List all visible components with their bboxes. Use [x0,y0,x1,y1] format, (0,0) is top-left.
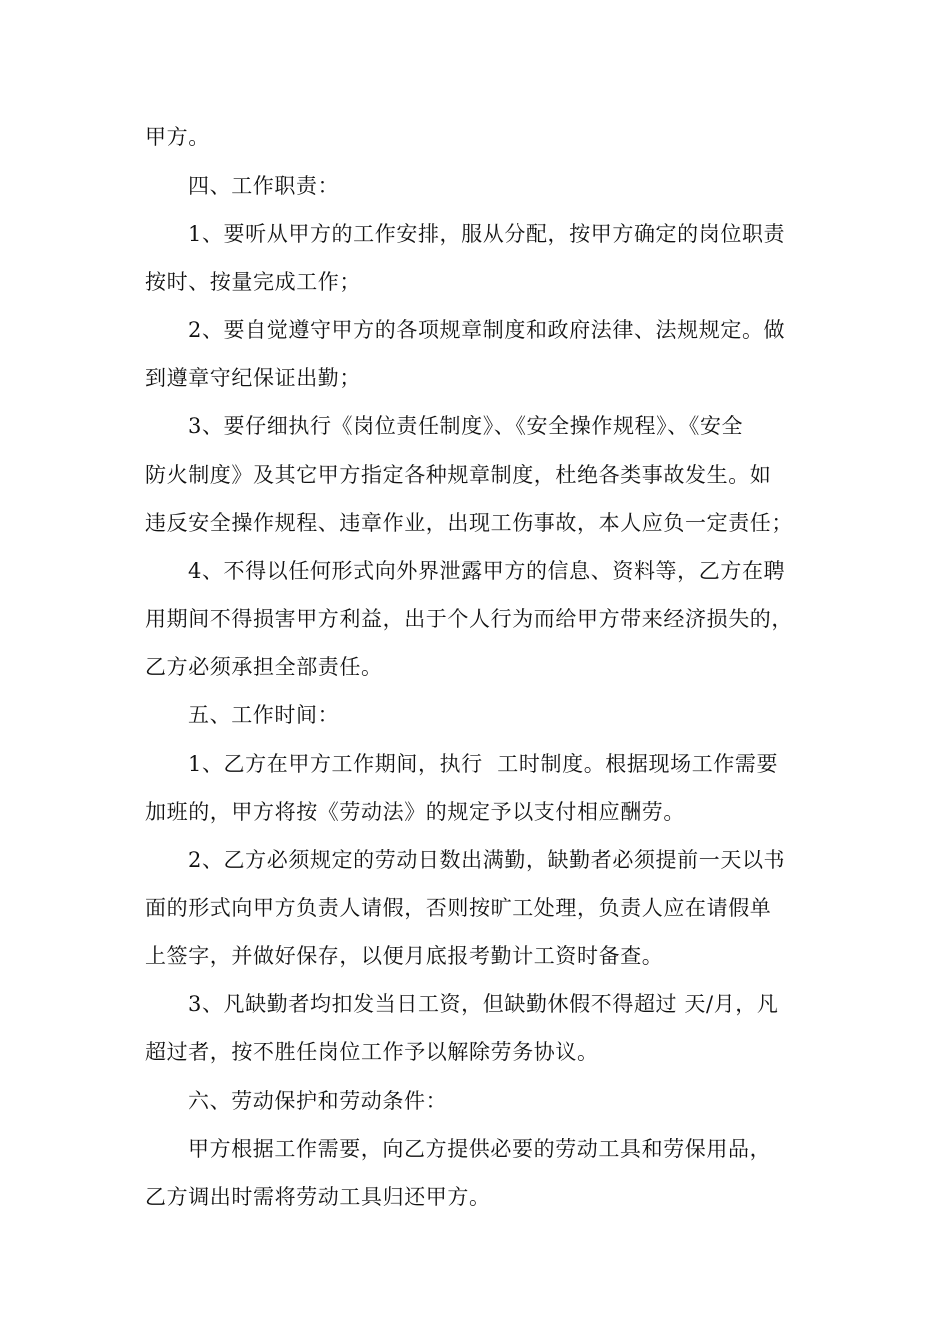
section-heading-work-duties: 四、工作职责： [188,174,340,198]
text-line-3: 1、要听从甲方的工作安排，服从分配，按甲方确定的岗位职责 [188,222,786,246]
text-line-9: 违反安全操作规程、违章作业，出现工伤事故，本人应负一定责任； [145,511,793,535]
text-line-17: 面的形式向甲方负责人请假，否则按旷工处理，负责人应在请假单 [145,896,772,920]
text-line-1: 甲方。 [145,125,210,149]
text-line-11: 用期间不得损害甲方利益，出于个人行为而给甲方带来经济损失的， [145,607,793,631]
text-line-8: 防火制度》及其它甲方指定各种规章制度，杜绝各类事故发生。如 [145,463,772,487]
text-line-20: 超过者，按不胜任岗位工作予以解除劳务协议。 [145,1040,599,1064]
text-line-14: 1、乙方在甲方工作期间，执行 工时制度。根据现场工作需要 [188,752,779,776]
text-line-16: 2、乙方必须规定的劳动日数出满勤，缺勤者必须提前一天以书 [188,848,786,872]
text-line-5: 2、要自觉遵守甲方的各项规章制度和政府法律、法规规定。做 [188,318,786,342]
text-line-6: 到遵章守纪保证出勤； [145,366,361,390]
text-line-12: 乙方必须承担全部责任。 [145,655,383,679]
text-line-10: 4、不得以任何形式向外界泄露甲方的信息、资料等，乙方在聘 [188,559,786,583]
text-line-4: 按时、按量完成工作； [145,270,361,294]
section-heading-work-hours: 五、工作时间： [188,703,340,727]
text-line-15: 加班的，甲方将按《劳动法》的规定予以支付相应酬劳。 [145,800,685,824]
text-line-22: 甲方根据工作需要，向乙方提供必要的劳动工具和劳保用品， [188,1137,772,1161]
text-line-19: 3、凡缺勤者均扣发当日工资，但缺勤休假不得超过 天/月，凡 [188,992,779,1016]
text-line-23: 乙方调出时需将劳动工具归还甲方。 [145,1185,491,1209]
section-heading-labor-protection: 六、劳动保护和劳动条件： [188,1089,448,1113]
text-line-18: 上签字，并做好保存，以便月底报考勤计工资时备查。 [145,944,664,968]
text-line-7: 3、要仔细执行《岗位责任制度》、《安全操作规程》、《安全 [188,414,744,438]
